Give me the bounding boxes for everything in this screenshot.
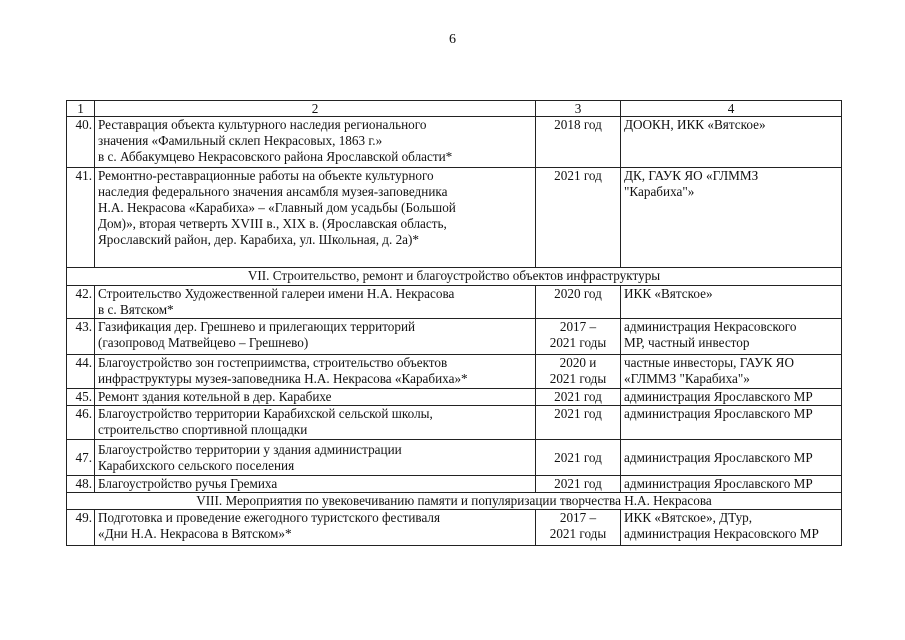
item-deadline — [536, 389, 621, 406]
header-col-3: 3 — [536, 101, 621, 117]
item-description-line: Благоустройство территории у здания администрации — [98, 441, 402, 457]
item-executors-line: администрация Некрасовского — [624, 319, 797, 334]
item-executors — [621, 117, 842, 168]
item-description — [95, 406, 536, 440]
item-description — [95, 117, 536, 168]
item-deadline-line: 2021 годы — [549, 371, 607, 386]
item-executors-line: "Карабиха"» — [624, 184, 695, 199]
item-description-line: Ярославский район, дер. Карабиха, ул. Школьная, д. 2а)* — [98, 232, 420, 247]
item-description-line: значения «Фамильный склеп Некрасовых, 1863 г.» — [98, 133, 383, 148]
item-description-line: Реставрация объекта культурного наследия регионального — [98, 117, 427, 132]
item-executors — [621, 355, 842, 389]
item-executors — [621, 319, 842, 355]
item-description — [95, 440, 536, 476]
item-executors-line: ИКК «Вятское», ДТур, — [624, 510, 753, 525]
item-description — [95, 510, 536, 546]
table-row — [67, 389, 842, 406]
item-executors-line: администрация Ярославского МР — [624, 476, 813, 491]
item-description-line: Ремонт здания котельной в дер. Карабихе — [98, 389, 332, 404]
table-row — [67, 168, 842, 268]
item-description-line: Н.А. Некрасова «Карабиха» – «Главный дом усадьбы (Большой — [98, 200, 456, 215]
item-description — [95, 286, 536, 319]
item-number: 47. — [67, 440, 95, 476]
item-executors-line: частные инвесторы, ГАУК ЯО — [624, 355, 794, 370]
item-description-line: Строительство Художественной галереи имени Н.А. Некрасова — [98, 286, 455, 301]
table-row — [67, 117, 842, 168]
item-description-line: (газопровод Матвейцево – Грешнево) — [98, 335, 309, 350]
item-deadline — [536, 168, 621, 268]
item-description-line: Дом)», вторая четверть XVIII в., XIX в. (Ярославская область, — [98, 216, 447, 231]
item-description-line: Газификация дер. Грешнево и прилегающих территорий — [98, 319, 416, 334]
header-col-2: 2 — [95, 101, 536, 117]
item-deadline-line: 2017 – — [559, 510, 597, 525]
table-row — [67, 440, 842, 476]
item-description-line: «Дни Н.А. Некрасова в Вятском»* — [98, 526, 292, 541]
item-executors-line: ИКК «Вятское» — [624, 286, 713, 301]
item-description-line: Карабихского сельского поселения — [98, 457, 295, 473]
table-header-row — [67, 101, 842, 117]
item-number: 40. — [67, 117, 95, 168]
table-row — [67, 510, 842, 546]
section-title: VII. Строительство, ремонт и благоустройство объектов инфраструктуры — [67, 268, 842, 286]
item-deadline — [536, 319, 621, 355]
item-deadline-line: 2021 год — [554, 168, 602, 183]
item-executors — [621, 389, 842, 406]
item-executors-line: администрация Ярославского МР — [624, 449, 813, 465]
item-description — [95, 355, 536, 389]
item-executors — [621, 440, 842, 476]
item-description-line: строительство спортивной площадки — [98, 422, 308, 437]
item-description-line: в с. Аббакумцево Некрасовского района Ярославской области* — [98, 149, 453, 164]
item-description-line: в с. Вятском* — [98, 302, 174, 317]
item-description — [95, 168, 536, 268]
item-description — [95, 389, 536, 406]
item-deadline-line: 2018 год — [554, 117, 602, 132]
table-row — [67, 286, 842, 319]
item-deadline — [536, 440, 621, 476]
item-description-line: Подготовка и проведение ежегодного туристского фестиваля — [98, 510, 441, 525]
item-number: 41. — [67, 168, 95, 268]
item-description-line: Ремонтно-реставрационные работы на объекте культурного — [98, 168, 434, 183]
item-executors-line: администрация Ярославского МР — [624, 389, 813, 404]
item-executors — [621, 286, 842, 319]
item-description-line: инфраструктуры музея-заповедника Н.А. Некрасова «Карабиха»* — [98, 371, 468, 386]
item-description-line: Благоустройство территории Карабихской сельской школы, — [98, 406, 433, 421]
item-deadline-line: 2020 год — [554, 286, 602, 301]
item-deadline-line: 2021 год — [554, 449, 602, 465]
item-description-line: Благоустройство ручья Гремиха — [98, 476, 278, 491]
item-deadline — [536, 476, 621, 493]
item-executors-line: ДООКН, ИКК «Вятское» — [624, 117, 766, 132]
item-deadline-line: 2021 год — [554, 476, 602, 491]
item-description-line: наследия федерального значения ансамбля музея-заповедника — [98, 184, 448, 199]
item-number: 44. — [67, 355, 95, 389]
item-number: 46. — [67, 406, 95, 440]
item-deadline-line: 2021 год — [554, 406, 602, 421]
item-description — [95, 319, 536, 355]
item-description-line: Благоустройство зон гостеприимства, строительство объектов — [98, 355, 448, 370]
item-deadline-line: 2021 годы — [549, 335, 607, 350]
item-deadline — [536, 406, 621, 440]
item-number: 49. — [67, 510, 95, 546]
section-heading-row — [67, 268, 842, 286]
item-executors-line: ДК, ГАУК ЯО «ГЛММЗ — [624, 168, 759, 183]
table-row — [67, 319, 842, 355]
item-executors — [621, 406, 842, 440]
item-deadline — [536, 117, 621, 168]
item-executors-line: «ГЛММЗ "Карабиха"» — [624, 371, 750, 386]
item-deadline-line: 2020 и — [559, 355, 597, 370]
table-row — [67, 476, 842, 493]
item-deadline — [536, 355, 621, 389]
item-deadline — [536, 286, 621, 319]
item-number: 43. — [67, 319, 95, 355]
item-deadline-line: 2021 годы — [549, 526, 607, 541]
header-col-1: 1 — [67, 101, 95, 117]
item-number: 48. — [67, 476, 95, 493]
header-col-4: 4 — [621, 101, 842, 117]
page-number: 6 — [449, 32, 456, 47]
item-description — [95, 476, 536, 493]
item-deadline-line: 2017 – — [559, 319, 597, 334]
item-executors — [621, 476, 842, 493]
item-number: 45. — [67, 389, 95, 406]
item-deadline-line: 2021 год — [554, 389, 602, 404]
item-executors-line: администрация Ярославского МР — [624, 406, 813, 421]
item-executors-line: администрация Некрасовского МР — [624, 526, 819, 541]
section-title: VIII. Мероприятия по увековечиванию памяти и популяризации творчества Н.А. Некрасова — [67, 493, 842, 510]
item-executors — [621, 510, 842, 546]
item-executors — [621, 168, 842, 268]
table-row — [67, 355, 842, 389]
item-executors-line: МР, частный инвестор — [624, 335, 750, 350]
item-number: 42. — [67, 286, 95, 319]
program-table — [66, 100, 842, 546]
table-row — [67, 406, 842, 440]
item-deadline — [536, 510, 621, 546]
section-heading-row — [67, 493, 842, 510]
